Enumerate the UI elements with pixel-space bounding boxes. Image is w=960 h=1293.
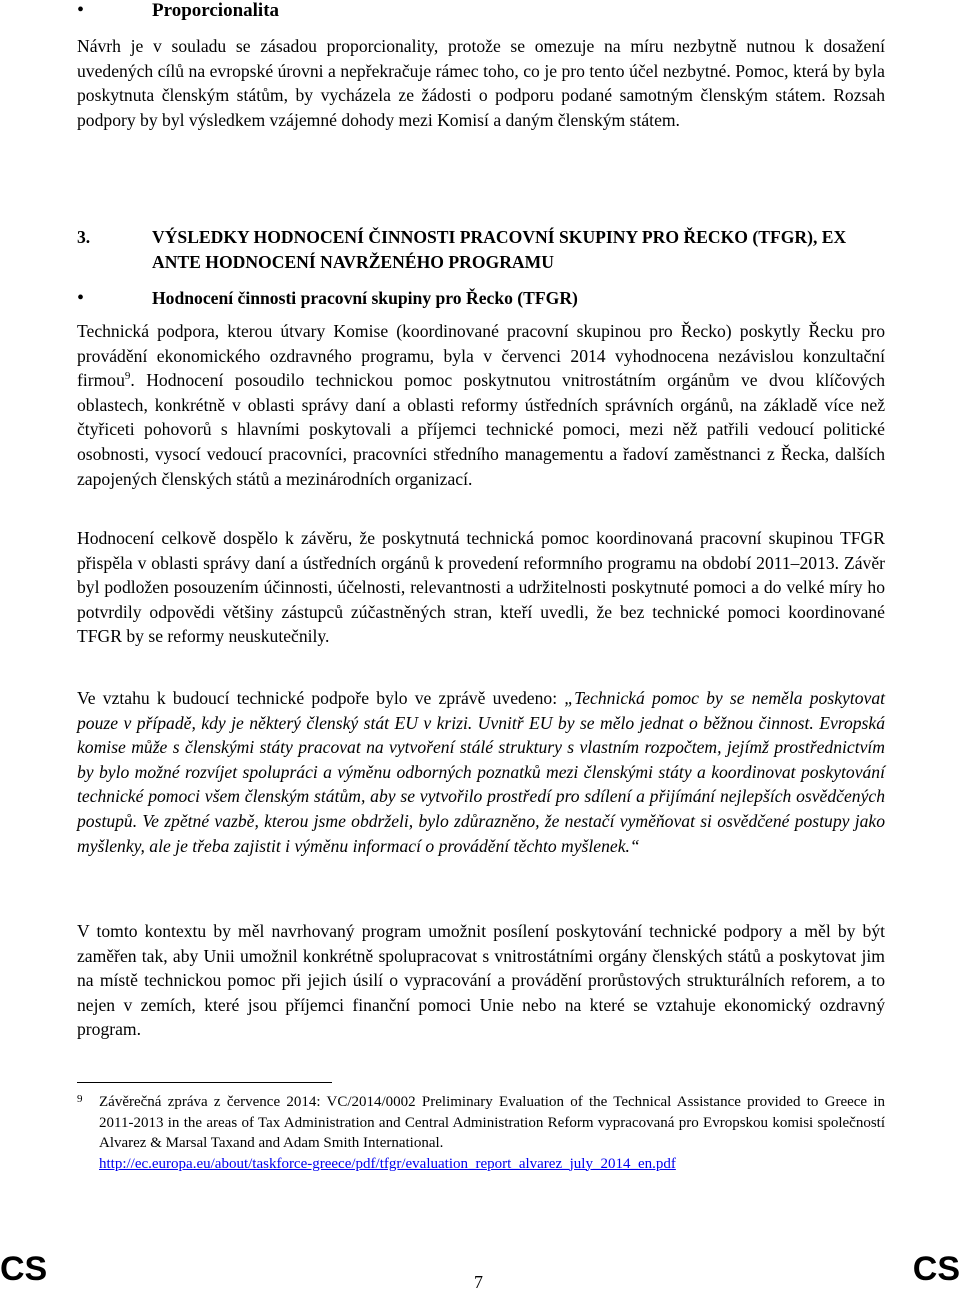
paragraph-proportionality: Návrh je v souladu se zásadou proporcionality, protože se omezuje na míru nezbytně nutnou k dosažení uvedených cílů na evropské úrovni a nepřekračuje rámec toho, co je pro tento účel nezbytné. Pomoc, která by byla poskytnuta členským státům, by vycházela ze žádosti o podporu podané samotným členským státem. Rozsah podpory by byl výsledkem vzájemné dohody mezi Komisí a daným členským státem. bbox=[77, 36, 885, 130]
bullet-symbol: • bbox=[77, 287, 85, 309]
heading-tfgr-evaluation: Hodnocení činnosti pracovní skupiny pro Řecko (TFGR) bbox=[152, 288, 578, 308]
bullet-tfgr-evaluation bbox=[77, 288, 578, 308]
paragraph-evaluation-text-1: Technická podpora, kterou útvary Komise (koordinované pracovní skupinou pro Řecko) poskytly Řecku pro provádění ekonomického ozdravného programu, byla v červenci 2014 vyhodnocena nezávislou konzultační firmou bbox=[77, 321, 885, 391]
footnote-reference[interactable]: 9 bbox=[124, 370, 131, 383]
footnote bbox=[77, 1092, 885, 1174]
report-quote: „Technická pomoc by se neměla poskytovat pouze v případě, kdy je některý členský stát EU v krizi. Uvnitř EU by se mělo jednat o běžnou činnost. Evropská komise může s členskými státy pracovat na vytvoření stálé struktury s vlastním rozpočtem, jejímž prostřednictvím by bylo možné rozvíjet spolupráci a výměnu odborných poznatků mezi členskými státy a koordinovat poskytování technické pomoci všem členským státům, aby se vytvořilo prostředí pro sdílení a přijímání nejlepších osvědčených postupů. Ve zpětné vazbě, kterou jsme obdrželi, bylo zdůrazněno, že nestačí vyměňovat si osvědčené postupy jako myšlenky, ale je třeba zajistit i výměnu informací o provádění těchto myšlenek.“ bbox=[77, 688, 885, 856]
footnote-link[interactable]: http://ec.europa.eu/about/taskforce-greece/pdf/tfgr/evaluation_report_alvarez_july_2014_en.pdf bbox=[99, 1155, 676, 1172]
paragraph-evaluation bbox=[77, 319, 885, 491]
footer-language-left: CS bbox=[0, 1250, 48, 1288]
paragraph-conclusion: Hodnocení celkově dospělo k závěru, že poskytnutá technická pomoc koordinovaná pracovní skupinou TFGR přispěla v oblasti správy daní a ústředních orgánů k provedení reformního programu na období 2011–2013. Závěr byl podložen posouzením účinnosti, účelnosti, relevantnosti a udržitelnosti poskytnuté pomoci a do velké míry ho potvrdily odpovědi většiny zástupců zúčastněných stran, kteří uvedli, že bez technické pomoci koordinované TFGR by se reformy neuskutečnily. bbox=[77, 528, 885, 647]
section-heading bbox=[77, 225, 885, 274]
footnote-separator bbox=[77, 1082, 332, 1083]
section-number: 3. bbox=[77, 227, 91, 247]
bullet-symbol: • bbox=[77, 0, 85, 21]
paragraph-future-support bbox=[77, 686, 885, 858]
section-title: VÝSLEDKY HODNOCENÍ ČINNOSTI PRACOVNÍ SKUPINY PRO ŘECKO (TFGR), EX ANTE HODNOCENÍ NAVRŽENÉHO PROGRAMU bbox=[152, 227, 847, 272]
footnote-body bbox=[99, 1092, 885, 1174]
paragraph-context: V tomto kontextu by měl navrhovaný program umožnit posílení poskytování technické podpory a měl by být zaměřen tak, aby Unii umožnil konkrétně spolupracovat s vnitrostátními orgány členských států a poskytovat jim na místě technickou pomoc při jejich úsilí o vypracování a provádění prorůstových strukturálních reforem, a to nejen v zemích, které jsou příjemci finanční pomoci Unie nebo na které se vztahuje ekonomický ozdravný program. bbox=[77, 921, 885, 1040]
footnote-text: Závěrečná zpráva z července 2014: VC/2014/0002 Preliminary Evaluation of the Technical Assistance provided to Greece in 2011-2013 in the areas of Tax Administration and Central Administration Reform vypracovaná pro Evropskou komisi společností Alvarez & Marsal Taxand and Adam Smith International. bbox=[99, 1094, 885, 1151]
page-number: 7 bbox=[474, 1272, 483, 1292]
footer-language-right: CS bbox=[912, 1250, 960, 1288]
paragraph-future-intro: Ve vztahu k budoucí technické podpoře bylo ve zprávě uvedeno: bbox=[77, 688, 565, 708]
paragraph-evaluation-text-2: . Hodnocení posoudilo technickou pomoc poskytnutou vnitrostátním orgánům ve dvou klíčových oblastech, konkrétně v oblasti správy daní a oblasti reformy ústředních správních orgánů, na základě více než čtyřiceti pohovorů s hlavními poskytovali a příjemci technické pomoci, mezi něž patřili vedoucí politické osobnosti, vysocí vedoucí pracovníci, pracovníci středního managementu a řadoví zaměstnanci z Řecka, dalších zapojených členských států a mezinárodních organizací. bbox=[77, 370, 885, 489]
footnote-number: 9 bbox=[77, 1093, 83, 1105]
bullet-proportionality bbox=[77, 0, 279, 21]
heading-proportionality: Proporcionalita bbox=[152, 0, 280, 21]
